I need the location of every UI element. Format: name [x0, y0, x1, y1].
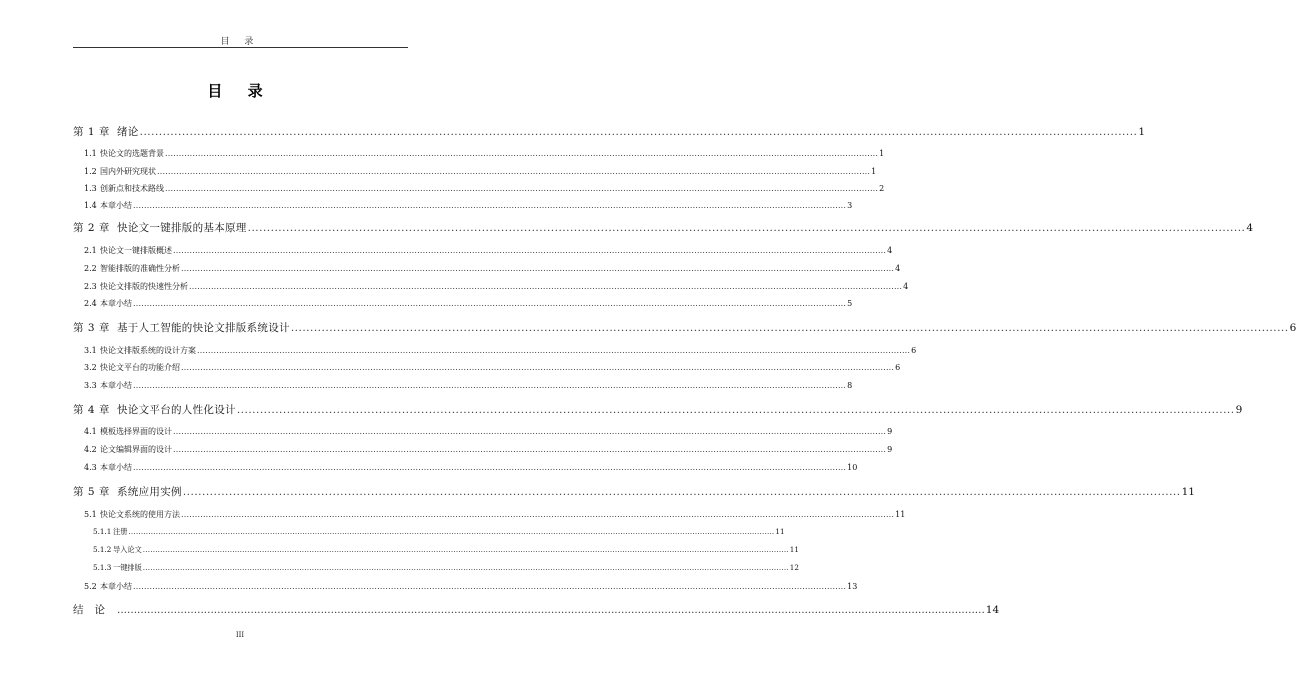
- toc-entry-page: 12: [789, 563, 799, 572]
- toc-entry-title: 本章小结: [100, 463, 132, 472]
- toc-entry-page: 11: [1181, 486, 1195, 498]
- toc-section-entry[interactable]: [84, 362, 901, 373]
- toc-leader-dots: ....................................................................................................................................................................................................................................................................: [189, 282, 903, 291]
- toc-entry-page: 11: [789, 545, 799, 554]
- toc-section-entry[interactable]: [84, 444, 893, 455]
- toc-entry-page: 11: [895, 510, 906, 519]
- toc-entry-number: 3.3: [84, 381, 97, 390]
- toc-entry-number: 第 2 章: [73, 222, 110, 234]
- toc-entry-title: 快论文一键排版概述: [100, 246, 172, 255]
- toc-section-entry[interactable]: [84, 298, 853, 309]
- toc-entry-page: 4: [895, 264, 901, 273]
- toc-entry-number: 1.3: [84, 184, 97, 193]
- page-number: III: [235, 631, 245, 639]
- toc-section-entry[interactable]: [84, 166, 877, 177]
- toc-entry-title: 本章小结: [100, 381, 132, 390]
- toc-leader-dots: ....................................................................................................................................................................................................................................................................: [142, 545, 789, 554]
- toc-entry-page: 10: [847, 463, 858, 472]
- toc-entry-title: 创新点和技术路线: [100, 184, 164, 193]
- toc-leader-dots: ....................................................................................................................................................................................................................................................................: [133, 582, 847, 591]
- toc-entry-page: 6: [895, 363, 901, 372]
- toc-leader-dots: ....................................................................................................................................................................................................................................................................: [182, 486, 1181, 498]
- toc-entry-title: 基于人工智能的快论文排版系统设计: [117, 322, 290, 334]
- toc-chapter-entry[interactable]: [73, 402, 1243, 417]
- toc-entry-page: 8: [847, 381, 853, 390]
- toc-section-entry[interactable]: [84, 462, 858, 473]
- toc-leader-dots: ....................................................................................................................................................................................................................................................................: [173, 445, 887, 454]
- toc-entry-page: 6: [1289, 322, 1296, 334]
- toc-entry-page: 9: [887, 427, 893, 436]
- toc-entry-title: 绪论: [117, 126, 139, 138]
- toc-entry-title: 模板选择界面的设计: [100, 427, 172, 436]
- toc-entry-title: 快论文一键排版的基本原理: [117, 222, 247, 234]
- toc-entry-page: 4: [1246, 222, 1254, 234]
- toc-entry-page: 6: [911, 346, 917, 355]
- toc-section-entry[interactable]: [84, 345, 917, 356]
- toc-entry-number: 第 5 章: [73, 486, 110, 498]
- toc-leader-dots: ....................................................................................................................................................................................................................................................................: [133, 381, 847, 390]
- toc-entry-title: 快论文系统的使用方法: [100, 510, 180, 519]
- toc-leader-dots: ....................................................................................................................................................................................................................................................................: [133, 463, 847, 472]
- toc-entry-number: 1.1: [84, 149, 97, 158]
- toc-entry-number: 2.3: [84, 282, 97, 291]
- toc-leader-dots: ....................................................................................................................................................................................................................................................................: [181, 510, 895, 519]
- toc-section-entry[interactable]: [84, 245, 893, 256]
- toc-chapter-entry[interactable]: [73, 220, 1254, 235]
- toc-entry-title: 快论文排版的快速性分析: [100, 282, 188, 291]
- toc-entry-page: 9: [887, 445, 893, 454]
- toc-chapter-entry[interactable]: [73, 320, 1296, 335]
- toc-entry-number: 5.2: [84, 582, 97, 591]
- toc-entry-number: 4.1: [84, 427, 97, 436]
- toc-entry-number: 1.2: [84, 167, 97, 176]
- toc-leader-dots: ....................................................................................................................................................................................................................................................................: [133, 201, 847, 210]
- toc-entry-number: 5.1: [84, 510, 97, 519]
- toc-leader-dots: ....................................................................................................................................................................................................................................................................: [165, 149, 879, 158]
- toc-leader-dots: ....................................................................................................................................................................................................................................................................: [133, 299, 847, 308]
- toc-entry-title: 快论文平台的人性化设计: [117, 404, 236, 416]
- toc-leader-dots: ....................................................................................................................................................................................................................................................................: [165, 184, 879, 193]
- toc-entry-page: 9: [1235, 404, 1243, 416]
- toc-section-entry[interactable]: [84, 200, 853, 211]
- toc-entry-page: 5: [847, 299, 853, 308]
- running-header: 目 录: [220, 37, 260, 47]
- toc-entry-number: 5.1.3: [93, 563, 112, 572]
- toc-entry-title: 快论文排版系统的设计方案: [100, 346, 196, 355]
- toc-entry-title: 注册: [113, 527, 128, 536]
- toc-chapter-entry[interactable]: [73, 124, 1146, 139]
- toc-entry-title: 论文编辑界面的设计: [100, 445, 172, 454]
- toc-subsection-entry[interactable]: [93, 527, 785, 537]
- header-rule: [73, 47, 408, 48]
- toc-leader-dots: ....................................................................................................................................................................................................................................................................: [181, 363, 895, 372]
- toc-section-entry[interactable]: [84, 183, 885, 194]
- toc-section-entry[interactable]: [84, 426, 893, 437]
- toc-entry-title: 导入论文: [113, 545, 142, 554]
- toc-entry-page: 11: [775, 527, 785, 536]
- toc-section-entry[interactable]: [84, 263, 901, 274]
- toc-entry-page: 4: [903, 282, 909, 291]
- toc-entry-title: 国内外研究现状: [100, 167, 156, 176]
- toc-entry-title: 本章小结: [100, 582, 132, 591]
- toc-section-entry[interactable]: [84, 581, 858, 592]
- toc-leader-dots: ....................................................................................................................................................................................................................................................................: [173, 246, 887, 255]
- toc-subsection-entry[interactable]: [93, 545, 799, 555]
- toc-entry-page: 4: [887, 246, 893, 255]
- toc-entry-number: 第 4 章: [73, 404, 110, 416]
- toc-entry-number: 第 1 章: [73, 126, 110, 138]
- toc-section-entry[interactable]: [84, 281, 909, 292]
- toc-entry-number: 1.4: [84, 201, 97, 210]
- toc-entry-number: 4.3: [84, 463, 97, 472]
- toc-entry-page: 14: [985, 604, 1000, 616]
- toc-entry-number: 3.2: [84, 363, 97, 372]
- toc-section-entry[interactable]: [84, 509, 906, 520]
- toc-leader-dots: ....................................................................................................................................................................................................................................................................: [290, 322, 1289, 334]
- toc-entry-number: 5.1.1: [93, 527, 112, 536]
- toc-entry-page: 13: [847, 582, 858, 591]
- toc-entry-title: 系统应用实例: [117, 486, 182, 498]
- toc-entry-number: 3.1: [84, 346, 97, 355]
- toc-entry-title: 本章小结: [100, 201, 132, 210]
- toc-entry-number: 2.4: [84, 299, 97, 308]
- toc-subsection-entry[interactable]: [93, 563, 799, 573]
- page-title: 目 录: [207, 82, 273, 100]
- toc-entry-title: 本章小结: [100, 299, 132, 308]
- toc-section-entry[interactable]: [84, 380, 853, 391]
- toc-entry-number: 2.2: [84, 264, 97, 273]
- toc-leader-dots: ....................................................................................................................................................................................................................................................................: [117, 604, 985, 616]
- toc-entry-page: 1: [879, 149, 885, 158]
- toc-entry-title: 一键排版: [113, 563, 142, 572]
- toc-leader-dots: ....................................................................................................................................................................................................................................................................: [128, 527, 775, 536]
- toc-leader-dots: ....................................................................................................................................................................................................................................................................: [247, 222, 1246, 234]
- toc-conclusion-entry[interactable]: [73, 602, 1000, 617]
- toc-leader-dots: ....................................................................................................................................................................................................................................................................: [139, 126, 1138, 138]
- toc-leader-dots: ....................................................................................................................................................................................................................................................................: [142, 563, 789, 572]
- toc-entry-number: 2.1: [84, 246, 97, 255]
- toc-entry-title: 智能排版的准确性分析: [100, 264, 180, 273]
- toc-entry-title: 快论文平台的功能介绍: [100, 363, 180, 372]
- toc-chapter-entry[interactable]: [73, 484, 1195, 499]
- toc-entry-page: 2: [879, 184, 885, 193]
- toc-leader-dots: ....................................................................................................................................................................................................................................................................: [181, 264, 895, 273]
- toc-leader-dots: ....................................................................................................................................................................................................................................................................: [197, 346, 911, 355]
- toc-entry-number: 5.1.2: [93, 545, 112, 554]
- toc-entry-number: 第 3 章: [73, 322, 110, 334]
- toc-entry-title: 结论: [73, 604, 116, 616]
- toc-entry-number: 4.2: [84, 445, 97, 454]
- toc-entry-title: 快论文的选题背景: [100, 149, 164, 158]
- toc-entry-page: 1: [1138, 126, 1146, 138]
- toc-leader-dots: ....................................................................................................................................................................................................................................................................: [157, 167, 871, 176]
- toc-leader-dots: ....................................................................................................................................................................................................................................................................: [173, 427, 887, 436]
- toc-leader-dots: ....................................................................................................................................................................................................................................................................: [236, 404, 1235, 416]
- toc-entry-page: 1: [871, 167, 877, 176]
- toc-entry-page: 3: [847, 201, 853, 210]
- toc-section-entry[interactable]: [84, 148, 885, 159]
